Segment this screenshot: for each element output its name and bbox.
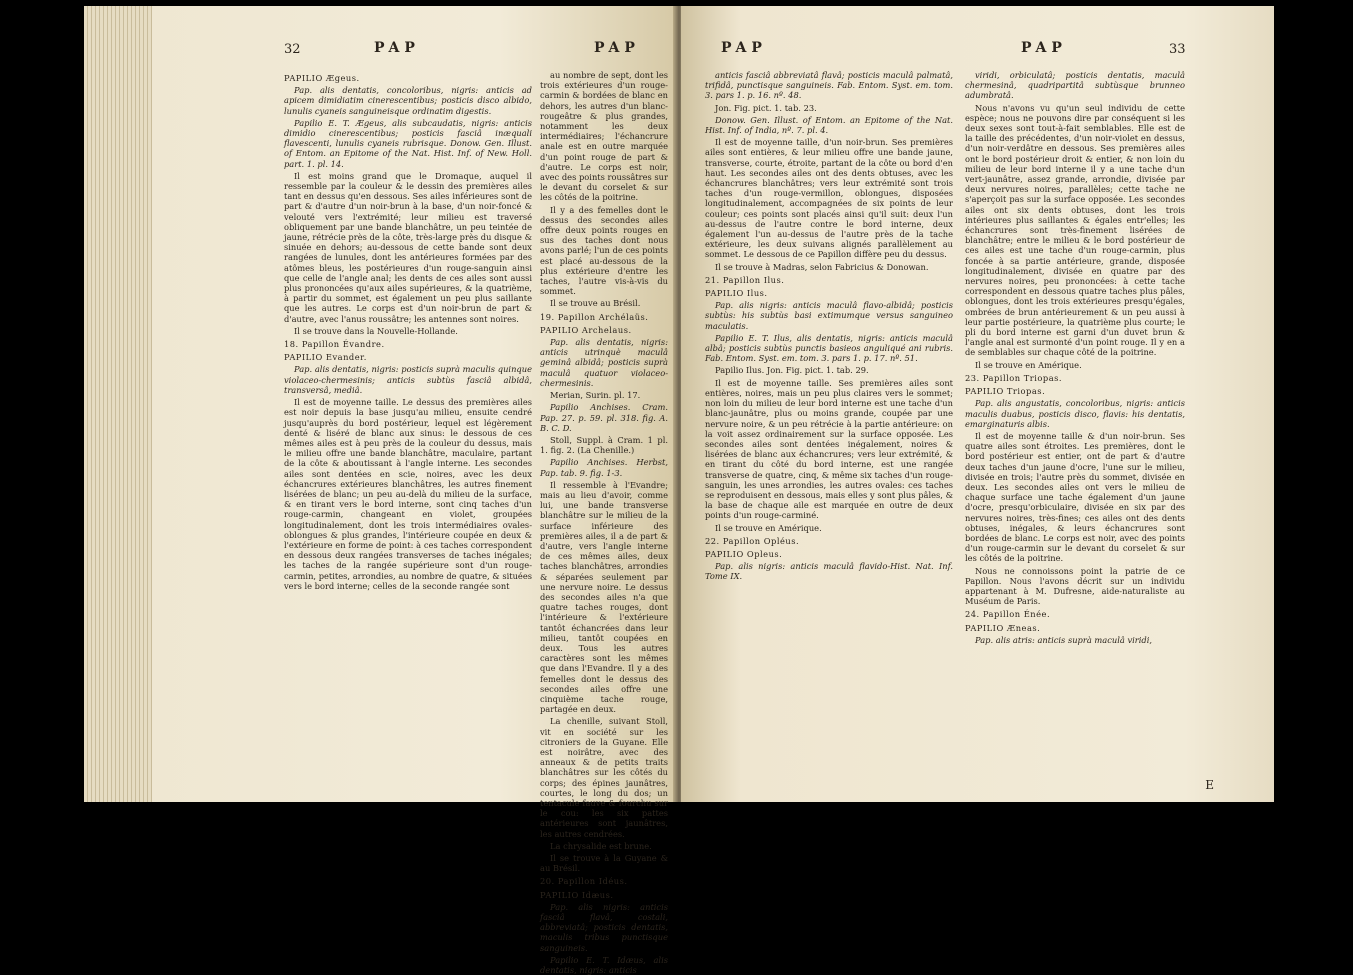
paragraph: Il se trouve à la Guyane & au Brésil. bbox=[540, 853, 668, 874]
running-head: PAP bbox=[594, 40, 640, 56]
paragraph: anticis fasciâ abbreviatâ flavâ; posticis maculâ palmatâ, trifidâ, punctisque sanguineis. Fab. Entom. Syst. em. tom. 3. pars 1. p. 16. nº. 48. bbox=[705, 70, 953, 101]
paragraph: Pap. alis dentatis, nigris: anticis utrinquè maculâ geminâ albidâ; posticis suprà maculâ quatuor violaceo-chermesinis. bbox=[540, 337, 668, 388]
section-heading: PAPILIO Ilus. bbox=[705, 288, 768, 299]
text-column-1 bbox=[705, 70, 953, 790]
text-column-2 bbox=[540, 70, 668, 975]
paragraph: Pap. alis nigris: anticis maculâ flavo-albidâ; posticis subtùs: his subtùs basi extimumque versus sanguineo maculatis. bbox=[705, 300, 953, 331]
paragraph: Il se trouve dans la Nouvelle-Hollande. bbox=[294, 325, 458, 336]
paragraph: Papilio Anchises. Herbst, Pap. tab. 9. fig. 1-3. bbox=[540, 457, 668, 478]
running-head: PAP bbox=[1021, 40, 1067, 56]
text-column-2 bbox=[965, 70, 1185, 790]
running-head: PAP bbox=[374, 40, 420, 56]
signature-mark: E bbox=[1205, 778, 1214, 792]
paragraph: Papilio E. T. Ilus, alis dentatis, nigris: anticis maculâ albâ; posticis subtùs punctis basieos anguliqué ani rubris. Fab. Entom. Syst. em. tom. 3. pars 1. p. 17. nº. 51. bbox=[705, 332, 953, 364]
paragraph: Jon. Fig. pict. 1. tab. 23. bbox=[715, 102, 817, 113]
right-page bbox=[681, 6, 1274, 802]
paragraph: La chenille, suivant Stoll, vit en société sur les citroniers de la Guyane. Elle est noirâtre, avec des anneaux & de petits traits blanchâtres sur les côtés du corps; des épines jaunâtres, courtes, le long du dos; un tentacule fauve & fourchu sur le cou: les six pattes antérieures sont jaunâtres, les autres cendrées. bbox=[540, 716, 668, 839]
paragraph: Pap. alis nigris: anticis maculâ flavido-Hist. Nat. Inf. Tome IX. bbox=[705, 561, 953, 582]
section-heading: PAPILIO Triopas. bbox=[965, 386, 1046, 397]
paragraph: Papilio Anchises. Cram. Pap. 27. p. 59. pl. 318. fig. A. B. C. D. bbox=[540, 402, 668, 433]
section-heading: 22. Papillon Opléus. bbox=[705, 535, 800, 546]
paragraph: Pap. alis atris: anticis suprà maculâ viridi, bbox=[975, 634, 1153, 645]
paragraph: Il y a des femelles dont le dessus des secondes ailes offre deux points rouges en sus des taches dont nous avons parlé; l'un de ces points est placé au-dessous de la plus extérieure d'entre les taches, l'autre vis-à-vis du sommet. bbox=[540, 204, 668, 297]
paragraph: Nous n'avons vu qu'un seul individu de cette espèce; nous ne pouvons dire par conséquent si les deux sexes sont tout-à-fait semblables. Elle est de la taille des précédentes, d'un noir-violet en dessus, d'un noir-verdâtre en dessous. Ses premières ailes ont le bord postérieur droit & entier, & non loin du milieu de leur bord interne il y a une tache d'un vert-jaunâtre, assez grande, arrondie, divisée par deux nervures noires, parallèles; cette tache ne s'aperçoit pas sur la surface opposée. Les secondes ailes ont six dents obtuses, dont les trois intérieures plus saillantes & égales entr'elles; les échancrures sont très-finement lisérées de blanchâtre; entre le milieu & le bord postérieur de ces ailes est une tache d'un rouge-carmin, plus foncée à sa partie antérieure, grande, disposée longitudinalement, divisée en quatre par des nervures noires, peu prononcées: à cette tache correspondent en dessous quatre taches plus pâles, oblongues, dont les trois extérieures presqu'égales, ombrées de brun antérieurement & un peu aussi à leur partie postérieure, la quatrième plus courte; le pli du bord interne est garni d'un duvet brun & l'angle anal est surmonté d'un point rouge. Il y en a de semblables sur chaque côté de la poitrine. bbox=[965, 102, 1185, 358]
paragraph: Il est moins grand que le Dromaque, auquel il ressemble par la couleur & le dessin des premières ailes tant en dessus qu'en dessous. Ses ailes inférieures sont de part & d'autre d'un noir-brun à la base, d'un noir-foncé & velouté vers l'extrémité; leur milieu est traversé obliquement par une bande blanchâtre, un peu teintée de jaune, rétrécie près de la côte, très-large près du disque & sinuée en dehors; au-dessous de cette bande sont deux rangées de lunules, dont les antérieures formées par des atômes bleus, les postérieures d'un rouge-sanguin ainsi que celle de l'angle anal; les dents de ces ailes sont aussi plus prononcées qu'aux ailes supérieures, & la quatrième, à partir du sommet, est également un peu plus saillante que les autres. Le corps est d'un noir-brun de part & d'autre, avec l'anus roussâtre; les antennes sont noires. bbox=[284, 170, 532, 324]
paragraph: Papilio Ilus. Jon. Fig. pict. 1. tab. 29. bbox=[715, 365, 869, 376]
paragraph: Il ressemble à l'Evandre; mais au lieu d'avoir, comme lui, une bande transverse blanchâtre sur le milieu de la surface inférieure des premières ailes, il a de part & d'autre, vers l'angle interne de ces mêmes ailes, deux taches blanchâtres, arrondies & séparées seulement par une nervure noire. Le dessus des secondes ailes n'a que quatre taches rouges, dont l'intérieure & l'extérieure tantôt échancrées dans leur milieu, tantôt coupées en deux. Tous les autres caractères sont les mêmes que dans l'Evandre. Il y a des femelles dont le dessus des secondes ailes offre une cinquième tache rouge, partagée en deux. bbox=[540, 479, 668, 715]
paragraph: Il se trouve en Amérique. bbox=[975, 359, 1082, 370]
page-edges bbox=[84, 6, 152, 802]
paragraph: Pap. alis dentatis, nigris: posticis suprà maculis quinque violaceo-chermesinis; anticis subtùs fasciâ albidâ, transversâ, mediâ. bbox=[284, 364, 532, 395]
section-heading: 23. Papillon Triopas. bbox=[965, 372, 1063, 383]
section-heading: PAPILIO Æneas. bbox=[965, 622, 1041, 633]
section-heading: 20. Papillon Idéus. bbox=[540, 876, 628, 887]
section-heading: PAPILIO Archelaus. bbox=[540, 324, 632, 335]
page-number: 33 bbox=[1169, 42, 1186, 57]
paragraph: Pap. alis angustatis, concoloribus, nigris: anticis maculis duabus, posticis disco, flavis: his dentatis, emarginaturis albis. bbox=[965, 398, 1185, 429]
section-heading: 19. Papillon Archélaüs. bbox=[540, 311, 649, 322]
paragraph: Il est de moyenne taille, d'un noir-brun. Ses premières ailes sont entières, & leur milieu offre une bande jaune, transverse, courte, étroite, partant de la côte ou bord d'en haut. Les secondes ailes ont des dents obtuses, avec les échancrures blanchâtres; vers leur extrémité sont trois taches d'un rouge-vermillon, oblongues, disposées longitudinalement, accompagnées de six points de leur couleur; ces points sont placés ainsi qu'il suit: deux l'un au-dessus de l'autre contre le bord interne, deux également l'un au-dessus de l'autre près de la tache extérieure, les deux suivans alignés parallèlement au sommet. Le dessous de ce Papillon diffère peu du dessus. bbox=[705, 137, 953, 260]
page-number: 32 bbox=[284, 42, 301, 57]
paragraph: Pap. alis dentatis, concoloribus, nigris: anticis ad apicem dimidiatim cinerescentibus; posticis disco albido, lunulis cyaneis sanguineisque ordinatim digestis. bbox=[284, 85, 532, 116]
section-heading: 18. Papillon Évandre. bbox=[284, 339, 385, 350]
paragraph: Il se trouve au Brésil. bbox=[550, 298, 641, 309]
paragraph: Papilio E. T. Idæus, alis dentatis, nigris: anticis bbox=[540, 954, 668, 975]
paragraph: Pap. alis nigris: anticis fasciâ flavâ, costali, abbreviatâ; posticis dentatis, maculis tribus punctisque sanguineis. bbox=[540, 901, 668, 953]
section-heading: PAPILIO Evander. bbox=[284, 352, 367, 363]
section-heading: 21. Papillon Ilus. bbox=[705, 274, 785, 285]
section-heading: 24. Papillon Énée. bbox=[965, 609, 1051, 620]
section-heading: PAPILIO Idæus. bbox=[540, 889, 614, 900]
paragraph: La chrysalide est brune. bbox=[550, 840, 652, 851]
paragraph: Il se trouve à Madras, selon Fabricius & Donowan. bbox=[715, 261, 929, 272]
paragraph: Merian, Surin. pl. 17. bbox=[550, 390, 641, 401]
paragraph: au nombre de sept, dont les trois extérieures d'un rouge-carmin & bordées de blanc en dehors, les autres d'un blanc-rougeâtre & plus grandes, notamment les deux intermédiaires; l'échancrure anale est en outre marquée d'un point rouge de part & d'autre. Le corps est noir, avec des points roussâtres sur le devant du corselet & sur les côtés de la poitrine. bbox=[540, 70, 668, 203]
text-column-1 bbox=[284, 70, 532, 790]
paragraph: Stoll, Suppl. à Cram. 1 pl. 1. fig. 2. (La Chenille.) bbox=[540, 434, 668, 456]
paragraph: Nous ne connoissons point la patrie de ce Papillon. Nous l'avons décrit sur un individu appartenant à M. Dufresne, aide-naturaliste au Muséum de Paris. bbox=[965, 565, 1185, 607]
paragraph: viridi, orbiculatâ; posticis dentatis, maculâ chermesinâ, quadripartitâ subtùsque brunneo adumbratâ. bbox=[965, 70, 1185, 101]
paragraph: Donow. Gen. Illust. of Entom. an Epitome of the Nat. Hist. Inf. of India, nº. 7. pl. 4. bbox=[705, 114, 953, 136]
paragraph: Il est de moyenne taille & d'un noir-brun. Ses quatre ailes sont étroites. Les premières, dont le bord postérieur est entier, ont de part & d'autre deux taches d'un jaune d'ocre, l'une sur le milieu, divisée en trois; l'autre près du sommet, divisée en deux. Les secondes ailes ont vers le milieu de chaque surface une tache également d'un jaune d'ocre, presqu'orbiculaire, divisée en six par des nervures noires, très-fines; ces ailes ont des dents obtuses, inégales, & leurs échancrures sont bordées de blanc. Le corps est noir, avec des points d'un rouge-carmin sur le devant du corselet & sur les côtés de la poitrine. bbox=[965, 430, 1185, 564]
left-page bbox=[84, 6, 677, 975]
section-heading: PAPILIO Opleus. bbox=[705, 548, 783, 559]
paragraph: Il est de moyenne taille. Le dessus des premières ailes est noir depuis la base jusqu'au milieu, ensuite cendré jusqu'auprès du bord postérieur, lequel est légèrement denté & liséré de blanc aux sinus: le dessous de ces mêmes ailes est à peu près de la couleur du dessus, mais le milieu offre une bande blanchâtre, maculaire, partant de la côte & aboutissant à l'angle interne. Les secondes ailes sont dentées en scie, noires, avec les deux échancrures extérieures blanchâtres, les autres finement lisérées de blanc; un peu au-delà du milieu de la surface, & en tirant vers le bord interne, sont cinq taches d'un rouge-carmin, changeant en violet, groupées longitudinalement, dont les trois intermédiaires ovales-oblongues & plus grandes, l'intérieure coupée en deux & l'extérieure en forme de point: à ces taches correspondent en dessous deux rangées transverses de taches inégales; les taches de la rangée supérieure sont d'un rouge-carmin, petites, arrondies, au nombre de quatre, & situées vers le bord interne; celles de la seconde rangée sont bbox=[284, 397, 532, 591]
section-heading: PAPILIO Ægeus. bbox=[284, 73, 360, 83]
paragraph: Il est de moyenne taille. Ses premières ailes sont entières, noires, mais un peu plus claires vers le sommet; non loin du milieu de leur bord interne est une tache d'un blanc-jaunâtre, plus ou moins grande, coupée par une nervure noire, & un peu rétrécie à la partie antérieure: on la voit assez ordinairement sur la surface opposée. Les secondes ailes sont dentées inégalement, noires & lisérées de blanc aux échancrures; vers leur extrémité, & en tirant du côté du bord interne, est une rangée transverse de quatre, cinq, & même six taches d'un rouge-sanguin, les unes arrondies, les autres ovales: ces taches se reproduisent en dessous, mais elles y sont plus pâles, & la base de chaque aile est marquée en outre de deux points d'un rouge-carminé. bbox=[705, 377, 953, 521]
paragraph: Papilio E. T. Ægeus, alis subcaudatis, nigris: anticis dimidio cinerescentibus; posticis fasciâ inæquali flavescenti, lunulis cyaneis rubrisque. Donow. Gen. Illust. of Entom. an Epitome of the Nat. Hist. Inf. of New. Holl. part. 1. pl. 14. bbox=[284, 117, 532, 169]
paragraph: Il se trouve en Amérique. bbox=[715, 522, 822, 533]
open-book bbox=[84, 6, 1274, 975]
running-head: PAP bbox=[721, 40, 767, 56]
